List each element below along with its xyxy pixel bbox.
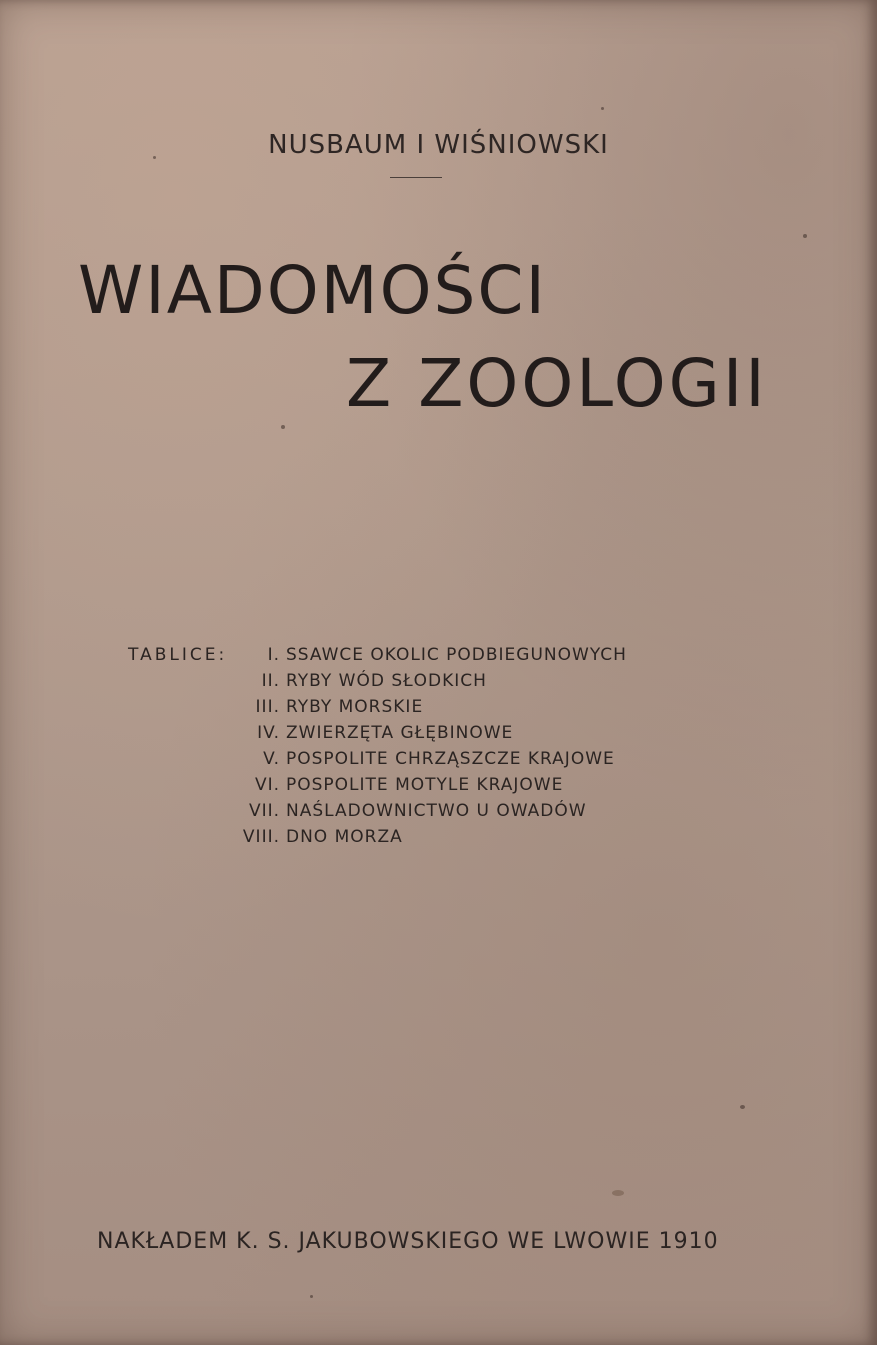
- publisher-imprint: NAKŁADEM K. S. JAKUBOWSKIEGO WE LWOWIE 1910: [97, 1229, 719, 1254]
- title-line-2: Z ZOOLOGII: [346, 345, 768, 422]
- paper-speck: [803, 234, 807, 238]
- plate-item: [228, 697, 627, 723]
- paper-speck: [601, 107, 604, 110]
- plate-title: DNO MORZA: [286, 827, 403, 847]
- plate-title: POSPOLITE CHRZĄSZCZE KRAJOWE: [286, 749, 615, 769]
- plate-number: V.: [263, 749, 280, 769]
- plate-title: RYBY MORSKIE: [286, 697, 424, 717]
- plate-number: IV.: [257, 723, 280, 743]
- plate-title: SSAWCE OKOLIC PODBIEGUNOWYCH: [286, 645, 627, 665]
- title-line-1: WIADOMOŚCI: [78, 252, 547, 329]
- plate-item: [228, 775, 627, 801]
- plate-number: VII.: [248, 801, 280, 821]
- plates-list: [228, 645, 627, 853]
- plate-item: [228, 645, 627, 671]
- paper-speck: [612, 1190, 624, 1196]
- plate-title: RYBY WÓD SŁODKICH: [286, 671, 487, 691]
- plate-item: [228, 749, 627, 775]
- authors: NUSBAUM I WIŚNIOWSKI: [268, 130, 609, 160]
- paper-speck: [310, 1295, 313, 1298]
- plate-number: VI.: [254, 775, 280, 795]
- paper-speck: [281, 425, 285, 429]
- plate-title: ZWIERZĘTA GŁĘBINOWE: [286, 723, 514, 743]
- plate-title: NAŚLADOWNICTWO U OWADÓW: [286, 801, 587, 821]
- divider-rule: [390, 177, 442, 178]
- plate-item: [228, 671, 627, 697]
- plate-item: [228, 827, 627, 853]
- plate-number: VIII.: [242, 827, 280, 847]
- paper-speck: [740, 1105, 745, 1109]
- plate-number: I.: [267, 645, 280, 665]
- paper-speck: [153, 156, 156, 159]
- plate-item: [228, 801, 627, 827]
- plate-number: III.: [255, 697, 280, 717]
- plates-label: TABLICE:: [128, 645, 228, 665]
- plate-title: POSPOLITE MOTYLE KRAJOWE: [286, 775, 564, 795]
- plate-item: [228, 723, 627, 749]
- plate-number: II.: [261, 671, 280, 691]
